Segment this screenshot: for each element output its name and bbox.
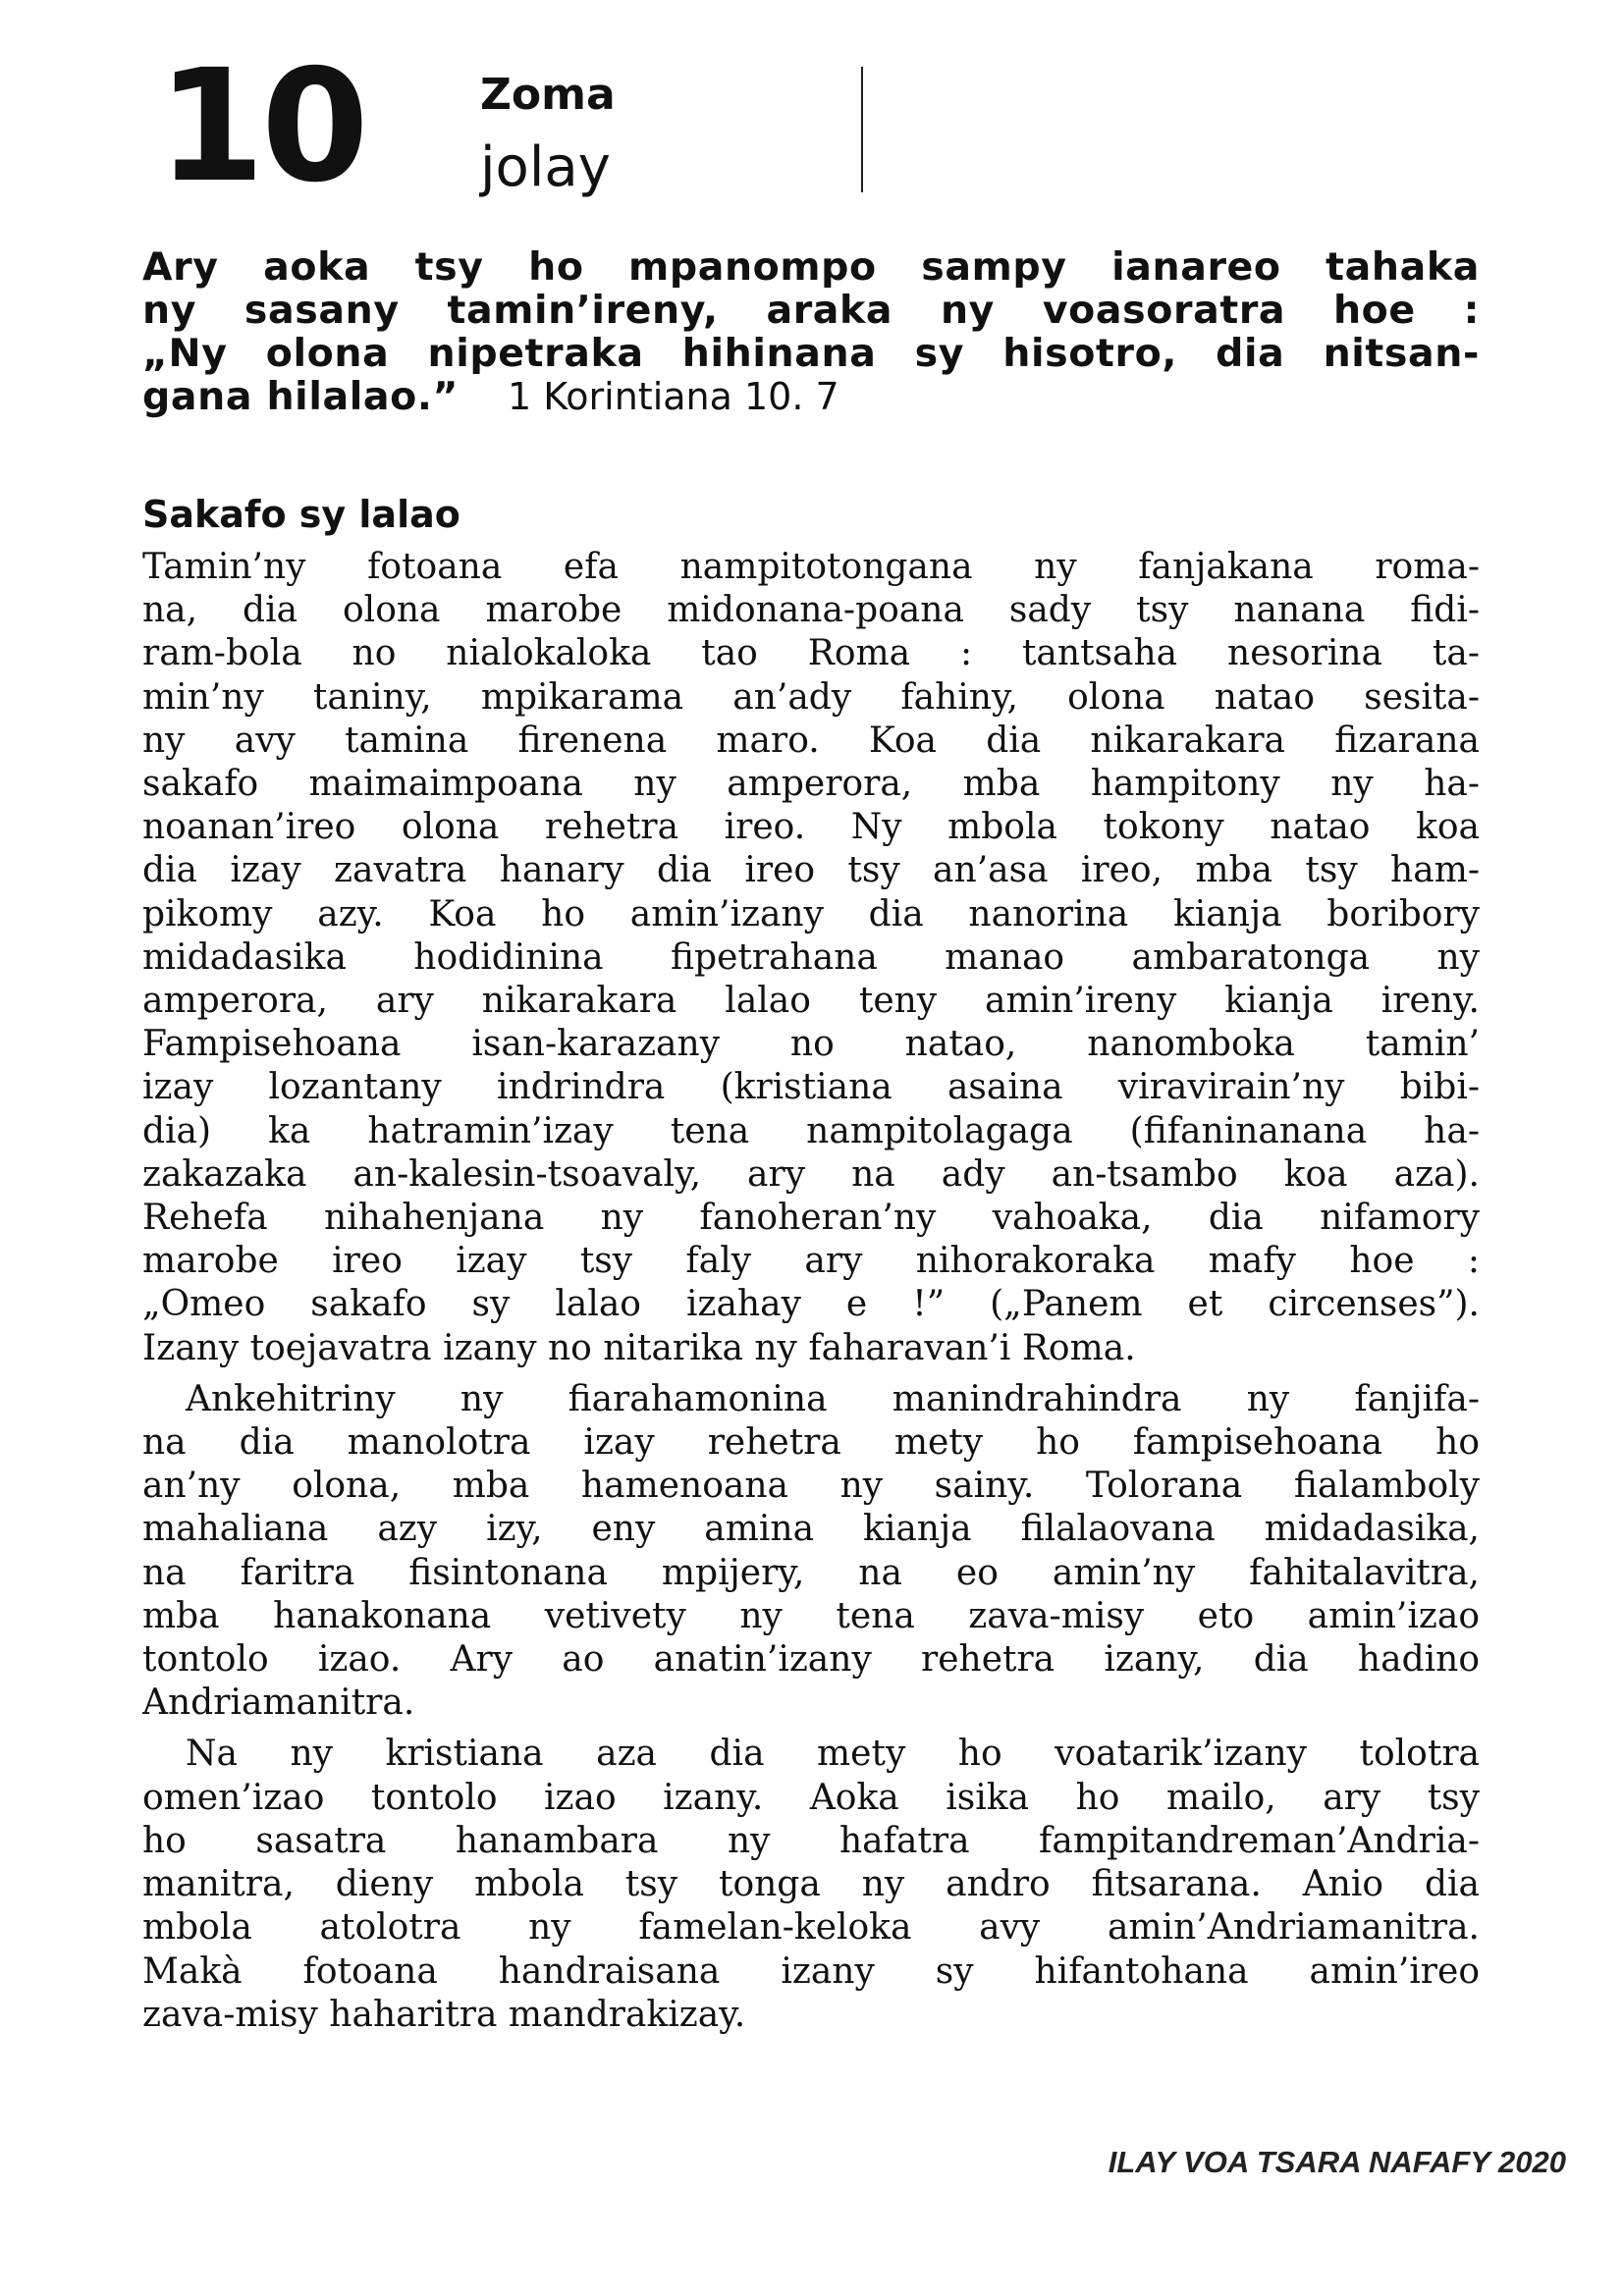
paragraph-line: Na ny kristiana aza dia mety ho voatarik’izany tolotra — [186, 1734, 1480, 1775]
body-text — [142, 546, 1480, 2045]
paragraph-line: an’ny olona, mba hamenoana ny sainy. Tolorana fialamboly — [142, 1466, 1480, 1507]
weekday: Zoma — [480, 70, 616, 120]
paragraph-3 — [142, 1733, 1480, 2036]
paragraph-line: Makà fotoana handraisana izany sy hifantohana amin’ireo — [142, 1950, 1480, 1992]
paragraph-line: Fampisehoana isan-karazany no natao, nanomboka tamin’ — [142, 1024, 1480, 1065]
day-number: 10 — [157, 36, 365, 217]
paragraph-1 — [142, 546, 1480, 1370]
footer-publication-title: ILAY VOA TSARA NAFAFY 2020 — [1108, 2145, 1566, 2179]
verse-reference: 1 Korintiana 10. 7 — [508, 375, 839, 418]
paragraph-line: na dia manolotra izay rehetra mety ho fampisehoana ho — [142, 1422, 1480, 1464]
verse-line: gana hilalao.” — [142, 374, 460, 419]
paragraph-line: Andriamanitra. — [142, 1682, 415, 1724]
section-title: Sakafo sy lalao — [142, 493, 460, 536]
paragraph-line: Tamin’ny fotoana efa nampitotongana ny fanjakana roma- — [142, 547, 1480, 587]
verse-line: ny sasany tamin’ireny, araka ny voasoratra hoe : — [142, 288, 1480, 333]
paragraph-line: amperora, ary nikarakara lalao teny amin’ireny kianja ireny. — [142, 981, 1480, 1022]
paragraph-line: marobe ireo izay tsy faly ary nihorakoraka mafy hoe : — [142, 1241, 1480, 1282]
paragraph-line: Ankehitriny ny fiarahamonina manindrahindra ny fanjifa- — [186, 1378, 1480, 1419]
paragraph-line: dia) ka hatramin’izay tena nampitolagaga (fifaninanana ha- — [142, 1110, 1480, 1151]
paragraph-line: min’ny taniny, mpikarama an’ady fahiny, olona natao sesita- — [142, 676, 1480, 718]
paragraph-line: na, dia olona marobe midonana-poana sady tsy nanana fidi- — [142, 590, 1480, 631]
paragraph-line: mbola atolotra ny famelan-keloka avy amin’Andriamanitra. — [142, 1907, 1480, 1949]
verse-line: „Ny olona nipetraka hihinana sy hisotro, dia nitsan- — [142, 331, 1480, 376]
month: jolay — [480, 135, 611, 199]
paragraph-line: ram-bola no nialokaloka tao Roma : tantsaha nesorina ta- — [142, 633, 1480, 674]
verse-line: Ary aoka tsy ho mpanompo sampy ianareo tahaka — [142, 244, 1480, 290]
paragraph-line: izay lozantany indrindra (kristiana asaina viravirain’ny bibi- — [142, 1067, 1480, 1108]
paragraph-line: na faritra fisintonana mpijery, na eo amin’ny fahitalavitra, — [142, 1552, 1480, 1593]
paragraph-line: Izany toejavatra izany no nitarika ny faharavan’i Roma. — [142, 1327, 1136, 1368]
verse-last-line — [142, 375, 1480, 418]
header-divider — [861, 67, 863, 192]
paragraph-line: sakafo maimaimpoana ny amperora, mba hampitony ny ha- — [142, 764, 1480, 805]
paragraph-line: zakazaka an-kalesin-tsoavaly, ary na ady an-tsambo koa aza). — [142, 1153, 1480, 1195]
paragraph-line: zava-misy haharitra mandrakizay. — [142, 1994, 746, 2035]
paragraph-line: tontolo izao. Ary ao anatin’izany rehetra izany, dia hadino — [142, 1639, 1480, 1681]
paragraph-line: ho sasatra hanambara ny hafatra fampitandreman’Andria- — [142, 1820, 1480, 1861]
paragraph-line: dia izay zavatra hanary dia ireo tsy an’asa ireo, mba tsy ham- — [142, 850, 1480, 891]
paragraph-line: pikomy azy. Koa ho amin’izany dia nanorina kianja boribory — [142, 893, 1480, 934]
paragraph-2 — [142, 1378, 1480, 1726]
paragraph-line: Rehefa nihahenjana ny fanoheran’ny vahoaka, dia nifamory — [142, 1198, 1480, 1239]
paragraph-line: noanan’ireo olona rehetra ireo. Ny mbola tokony natao koa — [142, 807, 1480, 848]
paragraph-line: manitra, dieny mbola tsy tonga ny andro fitsarana. Anio dia — [142, 1864, 1480, 1905]
paragraph-line: midadasika hodidinina fipetrahana manao ambaratonga ny — [142, 936, 1480, 978]
paragraph-line: ny avy tamina firenena maro. Koa dia nikarakara fizarana — [142, 720, 1480, 761]
verse-block — [142, 245, 1480, 418]
paragraph-line: omen’izao tontolo izao izany. Aoka isika ho mailo, ary tsy — [142, 1777, 1480, 1818]
paragraph-line: „Omeo sakafo sy lalao izahay e !” („Panem et circenses”). — [142, 1284, 1480, 1325]
paragraph-line: mahaliana azy izy, eny amina kianja filalaovana midadasika, — [142, 1509, 1480, 1550]
paragraph-line: mba hanakonana vetivety ny tena zava-misy eto amin’izao — [142, 1595, 1480, 1636]
